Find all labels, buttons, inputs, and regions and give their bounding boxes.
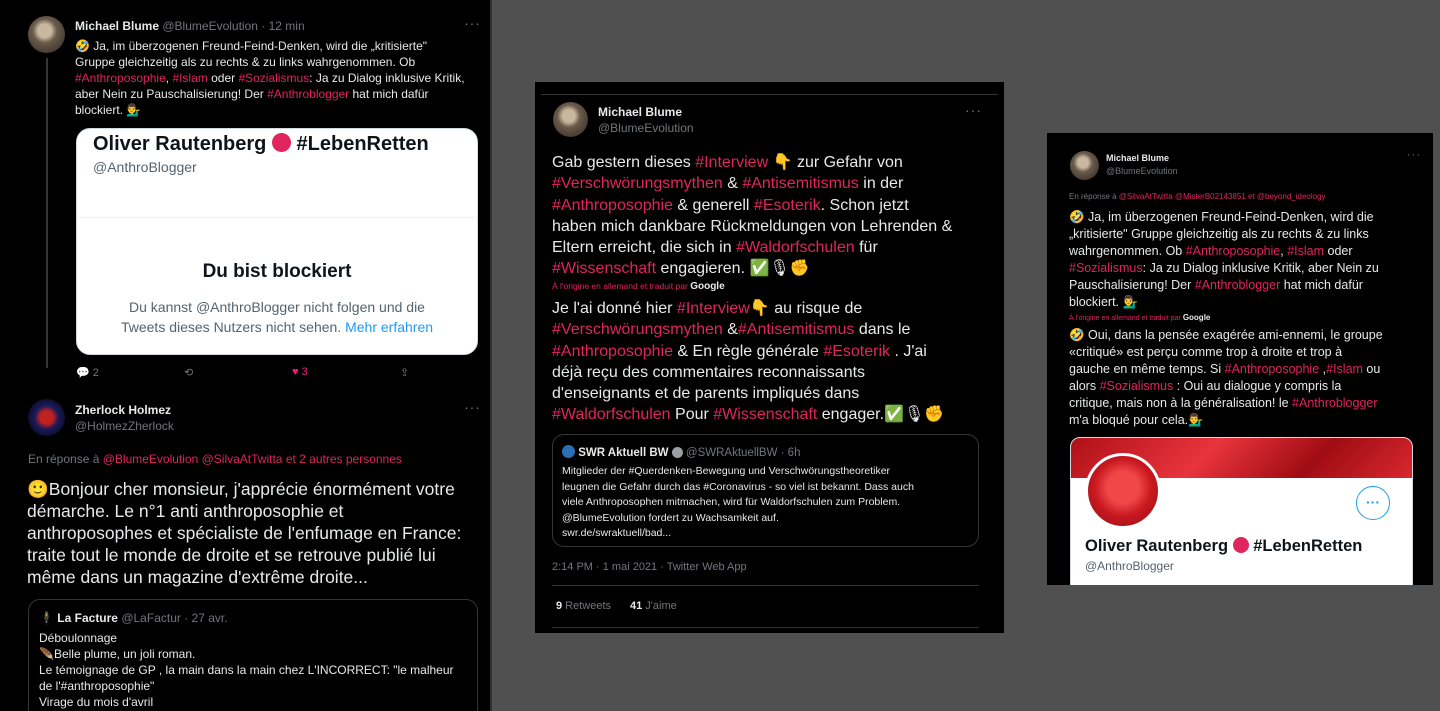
text-line: blockiert. 💁‍♂️ [75,103,142,117]
author-name[interactable] [75,403,171,417]
card-title-name: Oliver Rautenberg [1085,537,1229,555]
text-line: 🤣 Oui, dans la pensée exagérée ami-ennemi, le groupe [1069,328,1383,342]
text-fragment: alors [1069,379,1100,393]
tweet-text-translated [552,298,997,426]
red-circle-icon [1233,537,1249,553]
like-count: 3 [301,366,308,378]
likes-stat[interactable] [630,600,677,612]
profile-card[interactable] [1070,437,1413,585]
text-line: „kritisierte" Gruppe gleichzeitig als zu rechts & zu links [1069,227,1369,241]
author-handle[interactable]: @BlumeEvolution [162,19,258,33]
blocked-message-line: Tweets dieses Nutzers nicht sehen. [120,319,342,335]
text-fragment: in der [858,175,904,193]
avatar[interactable] [28,16,65,53]
text-fragment: & [722,175,743,193]
mention-links[interactable]: @SilvaAtTwitta @MisterB02143851 et @beyond_ideology [1118,192,1326,201]
text-line: m'a bloqué pour cela.💁‍♂️ [1069,413,1204,427]
text-line: anthroposophes et spécialiste de l'enfumage en France: [27,523,462,543]
text-fragment: & generell [672,196,754,214]
tweet-text [75,38,485,118]
thread-line [46,58,48,368]
card-title-tag: #LebenRetten [290,133,429,155]
hashtag-link[interactable]: #Waldorfschulen [552,406,671,424]
text-fragment: critique, mais non à la généralisation! le [1069,396,1293,410]
author-name-text: Michael Blume [598,105,683,119]
hashtag-link[interactable]: #Anthroblogger [1194,278,1281,292]
text-fragment: engagieren. ✅🎙✊ [656,260,810,278]
card-title [1085,537,1362,556]
retweets-stat[interactable] [556,600,611,612]
tweet-time[interactable]: · 12 min [261,19,305,33]
hashtag-link[interactable]: #Wissenschaft [552,260,657,278]
quote-author: SWR Aktuell BW [578,447,669,459]
text-line: viele Anthroposophen mitmachen, wird für Waldorfschulen zum Problem. [562,496,901,508]
hashtag-link[interactable]: #Interview [676,300,750,317]
text-line: 🪶Belle plume, un joli roman. [39,647,196,661]
more-icon[interactable]: ··· [1407,149,1421,161]
translation-note-text: À l'origine en allemand et traduit par [1069,315,1181,322]
text-line: Ja, im überzogenen Freund-Feind-Denken, wird die „kritisierte" [89,39,428,53]
retweets-label: Retweets [562,600,612,612]
quote-header [39,611,228,625]
middle-tweet-panel [535,82,1004,633]
author-handle[interactable]: @HolmezZherlock [75,419,174,433]
card-title [93,133,429,156]
quote-handle: @LaFactur [121,611,181,625]
text-fragment: Eltern erreicht, die sich in [552,239,737,257]
text-fragment: Gab gestern dieses [552,154,696,171]
hashtag-link[interactable]: #Verschwörungsmythen [552,175,723,193]
text-line: 🙂Bonjour cher monsieur, j'apprécie énormément votre [27,479,455,499]
text-line: Déboulonnage [39,631,118,645]
quote-handle: @SWRAktuellBW · 6h [685,447,801,459]
hashtag-link[interactable]: #Anthroblogger [1292,396,1378,410]
hashtag-link[interactable]: #Anthroposophie [552,196,673,214]
text-fragment: & [722,321,738,339]
quote-text [39,630,454,710]
text-fragment: für [854,239,878,257]
text-fragment: : Ja zu Dialog inklusive Kritik, aber Nein zu [1142,261,1379,275]
retweets-count: 9 [556,600,563,612]
card-handle: @AnthroBlogger [93,159,197,175]
reply-count: 2 [92,367,99,379]
hashtag-link[interactable]: #Interview [695,154,769,171]
tweet-text-translated [1069,327,1429,429]
divider [552,627,979,628]
text-fragment: , [1319,362,1327,376]
text-fragment: wahrgenommen. Ob [1069,244,1186,258]
text-line: swr.de/swraktuell/bad... [562,527,672,539]
author-name[interactable] [598,105,682,119]
text-line: déjà reçu des commentaires reconnaissants [552,363,866,381]
text-fragment: 👇 zur Gefahr von [768,154,903,171]
hashtag-link[interactable]: #Islam [1287,244,1325,258]
text-line: de l'#anthroposophie" [39,679,155,693]
text-fragment: Je l'ai donné hier [552,300,677,317]
text-line: leugnen die Gefahr durch das #Coronavirus - so viel ist bekannt. Dass auch [562,480,914,493]
blocked-heading: Du bist blockiert [202,261,352,282]
hashtag-link[interactable]: #Anthroblogger [267,87,350,101]
divider [541,94,998,95]
hashtag-link[interactable]: #Anthroposophie [552,342,673,360]
text-line: Le témoignage de GP , la main dans la main chez L'INCORRECT: "le malheur [39,663,454,677]
author-name-text: Michael Blume [1106,153,1170,163]
text-line: d'enseignants et de parents impliqués dans [552,385,860,403]
text-fragment: : Oui au dialogue y compris la [1173,379,1342,393]
more-icon[interactable]: ··· [464,15,481,31]
translation-note [552,281,725,292]
text-fragment: . Schon jetzt [820,196,909,214]
quote-avatar: 🕴 [39,611,54,625]
hashtag-link[interactable]: #Verschwörungsmythen [552,321,723,339]
reply-icon: 💬 [76,367,90,379]
text-fragment: . J'ai [890,342,927,360]
text-line: @BlumeEvolution fordert zu Wachsamkeit auf. [562,511,779,524]
google-logo: Google [1182,313,1211,322]
divider [552,585,979,586]
likes-label: J'aime [642,600,677,612]
hashtag-link[interactable]: #Anthroposophie [1224,362,1320,376]
text-line: blockiert. 💁‍♂️ [1069,295,1139,309]
text-line: haben mich dankbare Rückmeldungen von Lehrenden & [552,217,953,235]
author-handle[interactable]: @BlumeEvolution [598,121,694,135]
hashtag-link[interactable]: #Anthroposophie [1185,244,1281,258]
text-fragment: & En règle générale [672,342,824,360]
avatar[interactable] [1070,151,1099,180]
text-fragment: hat mich dafür [1280,278,1363,292]
hashtag-link[interactable]: #Waldorfschulen [736,239,855,257]
more-icon[interactable]: ··· [965,102,982,118]
hashtag-link[interactable]: #Esoterik [823,342,891,360]
quote-author: La Facture [57,611,118,625]
tweet-text-original [1069,209,1429,311]
author-name[interactable] [1106,153,1169,163]
more-icon[interactable]: ··· [464,399,481,415]
share-icon[interactable]: ⇪ [400,367,410,379]
google-logo: Google [690,281,725,292]
hashtag-link[interactable]: #Sozialismus [238,71,310,85]
reply-context [28,452,402,466]
profile-avatar[interactable] [1085,453,1161,529]
text-line: traite tout le monde de droite et se retrouve publié lui [27,545,436,565]
more-options-button[interactable]: ··· [1356,486,1390,520]
hashtag-link[interactable]: #Sozialismus [1099,379,1174,393]
divider [77,217,477,218]
quoted-tweet[interactable] [552,434,979,547]
hashtag-link[interactable]: #Antisemitismus [742,175,859,193]
reply-prefix: En réponse à [28,452,103,466]
reply-context [1069,192,1326,201]
learn-more-link[interactable]: Mehr erfahren [345,319,434,335]
translation-note [1069,313,1210,322]
hashtag-link[interactable]: #Islam [1326,362,1363,376]
text-fragment: dans le [854,321,911,339]
author-name[interactable]: Michael Blume [75,19,160,33]
hashtag-link[interactable]: #Anthroposophie [75,71,166,85]
text-fragment: 👇 au risque de [749,300,863,317]
hashtag-link[interactable]: #Islam [172,71,208,85]
tweet-text-original [552,152,997,280]
author-handle[interactable]: @BlumeEvolution [1106,166,1178,176]
quote-time: · 27 avr. [184,611,228,625]
emoji: 🤣 [75,39,90,53]
reply-prefix: En réponse à [1069,192,1119,201]
text-fragment: Pauschalisierung! Der [1069,278,1195,292]
text-fragment: engager.✅🎙✊ [817,406,945,424]
text-line: Virage du mois d'avril [39,695,154,709]
tweet-header [75,19,305,33]
card-handle: @AnthroBlogger [1085,559,1174,573]
blocked-message [77,297,477,337]
hashtag-link[interactable]: #Sozialismus [1069,261,1143,275]
text-line: même dans un magazine d'extrême droite... [27,567,368,587]
text-fragment: gauche en même temps. Si [1069,362,1225,376]
tweet-timestamp[interactable]: 2:14 PM · 1 mai 2021 · Twitter Web App [552,561,747,573]
card-title-tag: #LebenRetten [1248,537,1363,555]
text-fragment: oder [1324,244,1353,258]
text-fragment: Pour [670,406,714,424]
tweet-text [27,478,487,588]
hashtag-link[interactable]: #Wissenschaft [713,406,818,424]
quote-text [562,464,914,542]
blocked-profile-card[interactable] [76,128,478,355]
card-title-name: Oliver Rautenberg [93,133,267,155]
hashtag-link[interactable]: #Esoterik [753,196,821,214]
retweet-icon[interactable]: ⟲ [184,367,194,379]
verified-icon [672,447,683,458]
text-fragment: , [165,71,173,85]
text-line: Gruppe gleichzeitig als zu rechts & zu links wahrgenommen. Ob [75,55,416,69]
text-line: 🤣 Ja, im überzogenen Freund-Feind-Denken, wird die [1069,210,1374,224]
reply-button[interactable] [76,366,99,379]
likes-count: 41 [630,600,643,612]
right-tweet-panel [1047,133,1433,585]
red-circle-icon [272,133,291,152]
hashtag-link[interactable]: #Antisemitismus [737,321,855,339]
text-fragment: oder [207,71,239,85]
text-fragment: ou [1362,362,1381,376]
like-button[interactable] [292,366,308,378]
heart-icon: ♥ [292,366,299,378]
reply-more-link[interactable]: et 2 autres personnes [282,452,402,466]
author-name-text: Zherlock Holmez [75,403,172,417]
translation-note-text: À l'origine en allemand et traduit par [552,281,688,291]
text-fragment: aber Nein zu Pauschalisierung! Der [75,87,268,101]
avatar[interactable] [553,102,588,137]
avatar[interactable] [28,399,65,436]
left-tweet-panel [0,0,492,711]
text-fragment: , [1280,244,1288,258]
text-line: «critiqué» est perçu comme trop à droite et trop à [1069,345,1343,359]
text-line: démarche. Le n°1 anti anthroposophie et [27,501,344,521]
blocked-message-line: Du kannst @AnthroBlogger nicht folgen und die [129,299,425,315]
quote-header [562,445,800,459]
text-fragment: : Ja zu Dialog inklusive Kritik, [309,71,465,85]
text-line: Mitglieder der #Querdenken-Bewegung und Verschwörungstheoretiker [562,465,891,477]
text-fragment: hat mich dafür [349,87,429,101]
mention-links[interactable]: @BlumeEvolution @SilvaAtTwitta [102,452,283,466]
quoted-tweet[interactable] [28,599,478,711]
quote-avatar [562,445,575,458]
